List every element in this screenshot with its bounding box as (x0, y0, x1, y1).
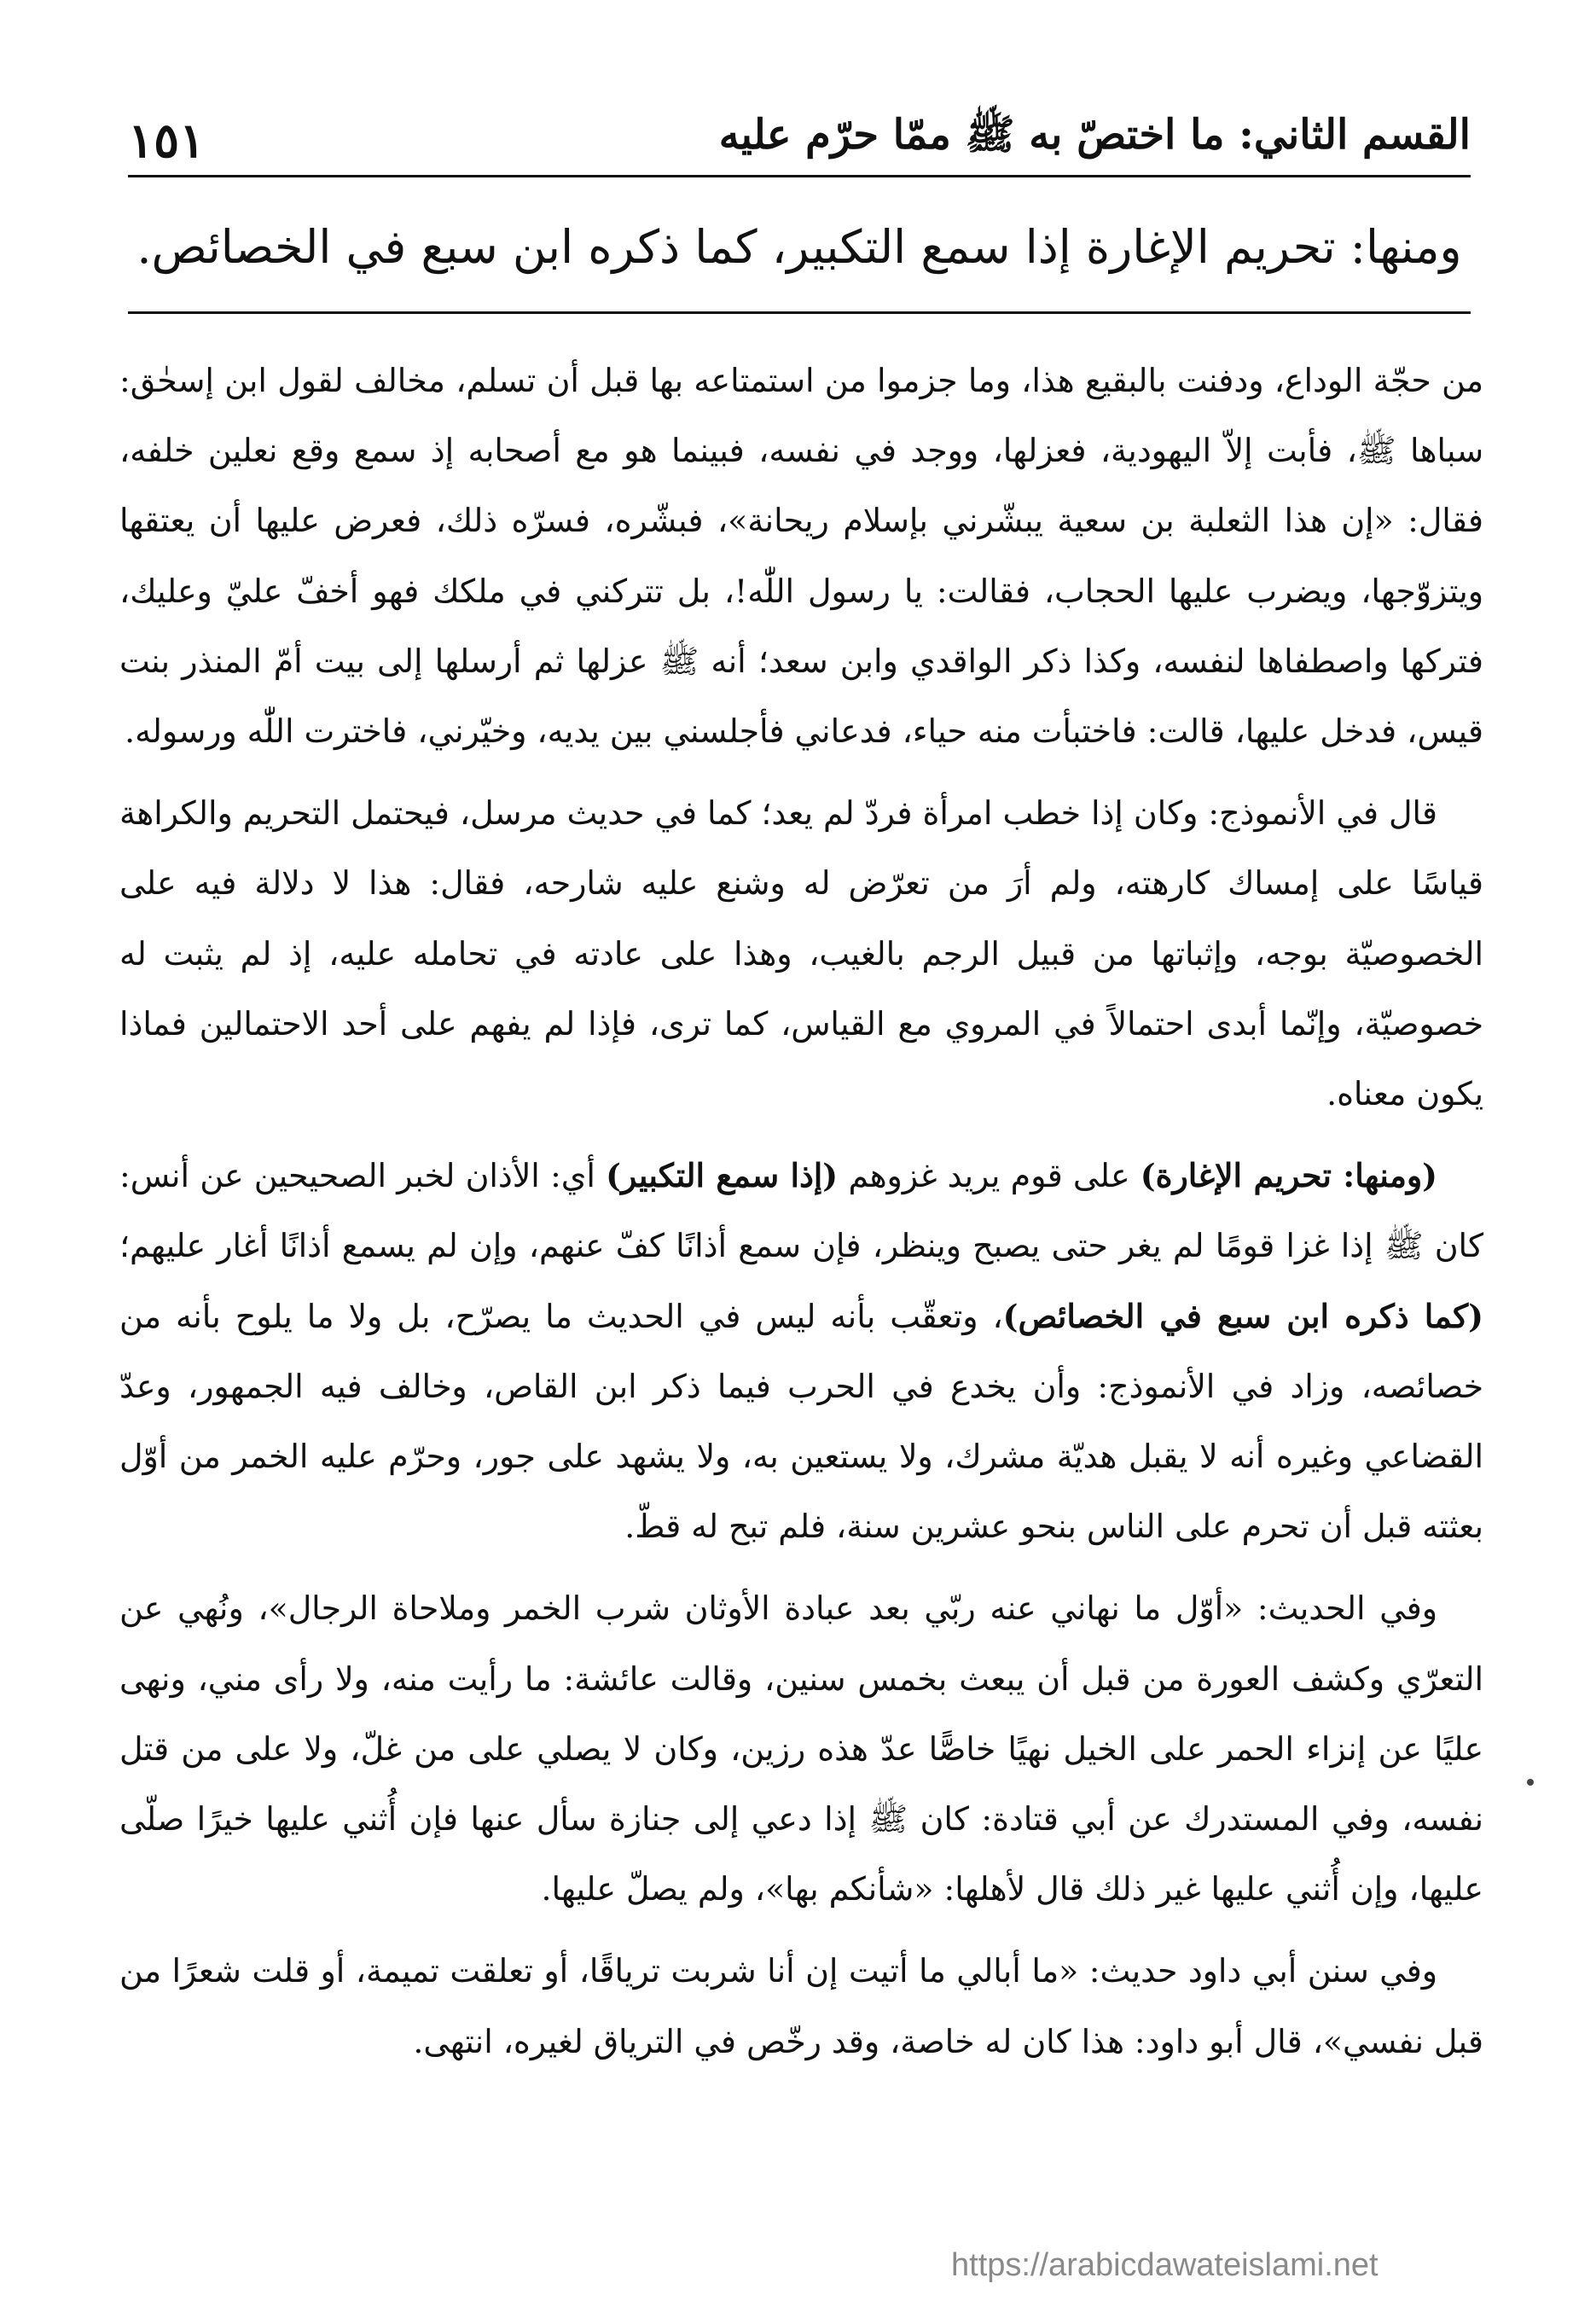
paragraph-3-text-c: أي: الأذان لخبر الصحيحين عن أنس: كان ﷺ إذا غزا قومًا لم يغر حتى يصبح وينظر، فإن سمع أذانًا كفّ عنهم، وإن لم يسمع أذانًا أغار عليهم؛ (119, 1157, 1483, 1265)
paragraph-5: وفي سنن أبي داود حديث: «ما أبالي ما أتيت إن أنا شربت ترياقًا، أو تعلقت تميمة، أو قلت شعرًا من قبل نفسي»، قال أبو داود: هذا كان له خاصة، وقد رخّص في الترياق لغيره، انتهى. (119, 1952, 1483, 2060)
subject-line: ومنها: تحريم الإغارة إذا سمع التكبير، كما ذكره ابن سبع في الخصائص. (136, 220, 1462, 274)
source-watermark: https://arabicdawateislami.net (951, 2247, 1379, 2283)
paragraph-3-heading: (ومنها: تحريم الإغارة) (1140, 1157, 1437, 1195)
paragraph-3 (119, 1141, 1483, 1561)
page-number: ١٥١ (128, 113, 206, 169)
margin-dot (1527, 1779, 1534, 1786)
paragraph-3-bold-d: (كما ذكره ابن سبع في الخصائص) (1002, 1297, 1483, 1335)
running-header (128, 92, 1471, 169)
header-rule (128, 175, 1471, 177)
paragraph-1: من حجّة الوداع، ودفنت بالبقيع هذا، وما جزموا من استمتاعه بها قبل أن تسلم، مخالف لقول ابن إسحٰق: سباها ﷺ، فأبت إلاّ اليهودية، فعزلها، ووجد في نفسه، فبينما هو مع أصحابه إذ سمع وقع نعلين خلفه، فقال: «إن هذا الثعلبة بن سعية يبشّرني بإسلام ريحانة»، فبشّره، فسرّه ذلك، فعرض عليها أن يعتقها ويتزوّجها، ويضرب عليها الحجاب، فقالت: يا رسول اللّٰه!، بل تتركني في ملكك فهو أخفّ عليّ وعليك، فتركها واصطفاها لنفسه، وكذا ذكر الواقدي وابن سعد؛ أنه ﷺ عزلها ثم أرسلها إلى بيت أمّ المنذر بنت قيس، فدخل عليها، قالت: فاختبأت منه حياء، فدعاني فأجلسني بين يديه، وخيّرني، فاخترت اللّٰه ورسوله. (119, 362, 1483, 751)
subject-rule (128, 311, 1471, 314)
main-text (119, 346, 1483, 2145)
paragraph-4: وفي الحديث: «أوّل ما نهاني عنه ربّي بعد عبادة الأوثان شرب الخمر وملاحاة الرجال»، ونُهي عن التعرّي وكشف العورة من قبل أن يبعث بخمس سنين، وقالت عائشة: ما رأيت منه، ولا رأى مني، ونهى عليًا عن إنزاء الحمر على الخيل نهيًا خاصًّا عدّ هذه رزين، وكان لا يصلي على من غلّ، ولا على من قتل نفسه، وفي المستدرك عن أبي قتادة: كان ﷺ إذا دعي إلى جنازة سأل عنها فإن أُثني عليها خيرًا صلّى عليها، وإن أُثني عليها غير ذلك قال لأهلها: «شأنكم بها»، ولم يصلّ عليها. (119, 1589, 1483, 1909)
paragraph-2: قال في الأنموذج: وكان إذا خطب امرأة فردّ لم يعد؛ كما في حديث مرسل، فيحتمل التحريم والكراهة قياسًا على إمساك كارهته، ولم أرَ من تعرّض له وشنع عليه شارحه، فقال: هذا لا دلالة فيه على الخصوصيّة بوجه، وإثباتها من قبيل الرجم بالغيب، وهذا على عادته في تحامله عليه، إذ لم يثبت له خصوصيّة، وإنّما أبدى احتمالاً في المروي مع القياس، كما ترى، فإذا لم يفهم على أحد الاحتمالين فماذا يكون معناه. (119, 794, 1483, 1113)
paragraph-3-bold-b: (إذا سمع التكبير) (606, 1157, 839, 1195)
paragraph-3-text-a: على قوم يريد غزوهم (838, 1157, 1141, 1195)
paragraph-3-text-e: ، وتعقّب بأنه ليس في الحديث ما يصرّح، بل ولا ما يلوح بأنه من خصائصه، وزاد في الأنموذج: وأن يخدع في الحرب فيما ذكر ابن القاص، وخالف فيه الجمهور، وعدّ القضاعي وغيره أنه لا يقبل هديّة مشرك، ولا يستعين به، ولا يشهد على جور، وحرّم عليه الخمر من أوّل بعثته قبل أن تحرم على الناس بنحو عشرين سنة، فلم تبح له قطّ. (119, 1297, 1483, 1546)
chapter-title: القسم الثاني: ما اختصّ به ﷺ ممّا حرّم عليه (718, 111, 1471, 159)
